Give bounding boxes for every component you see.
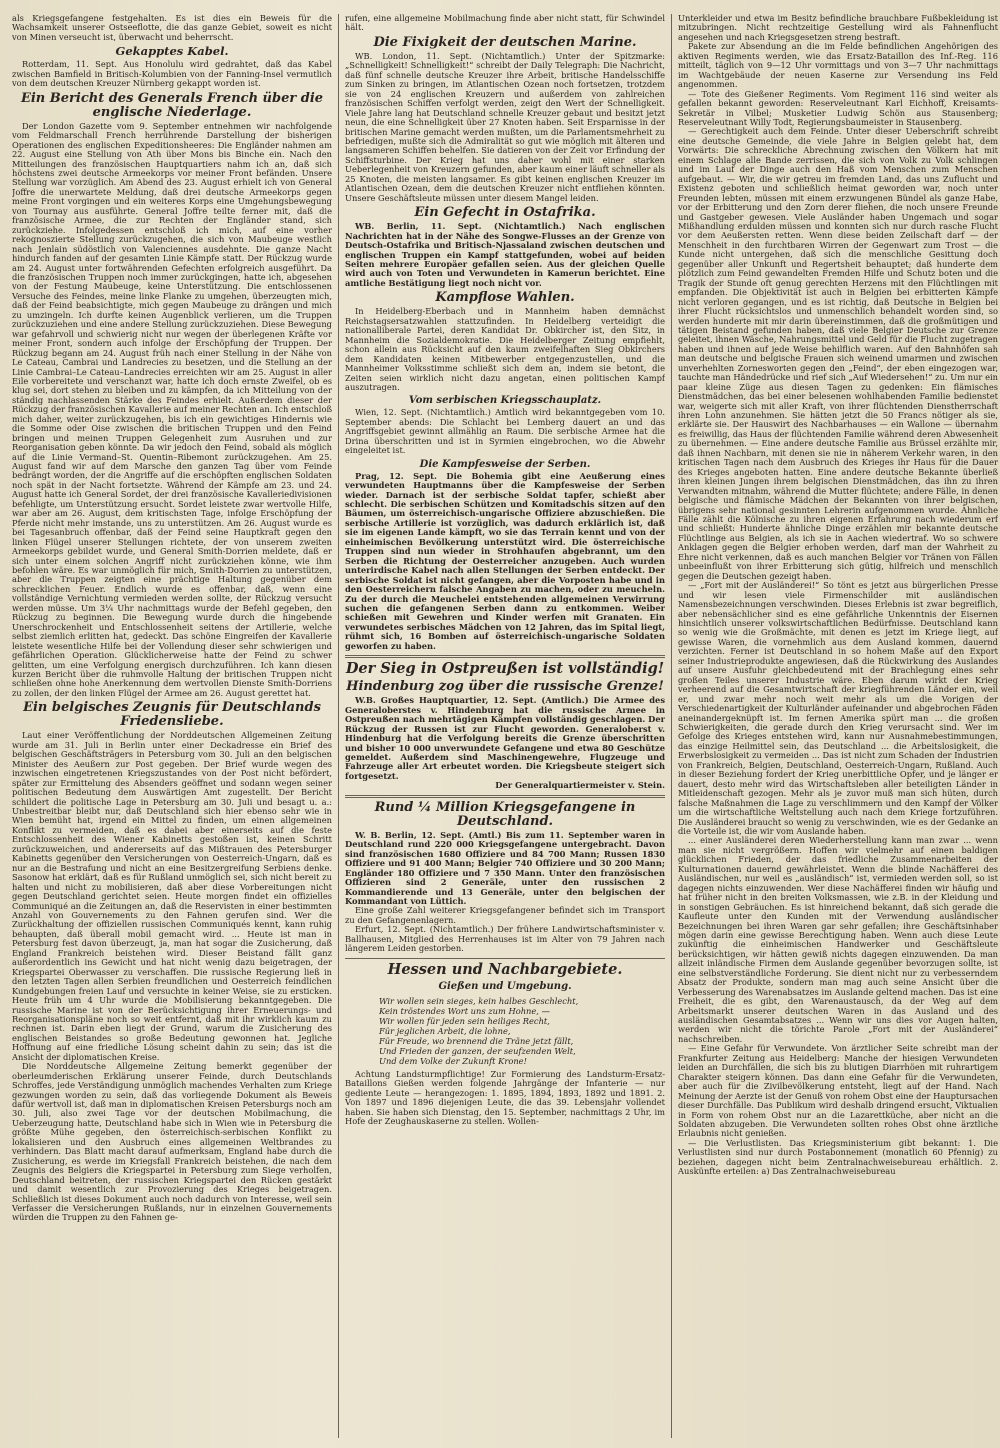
paragraph-marine: WB. London, 11. Sept. (Nichtamtlich.) Unter der Spitzmarke: „Schnelligkeit! Schnelligkeit!“ schreibt der Daily Telegraph: Die Nachricht, daß fünf schnelle deutsche Kreuzer ihre Arbeit, britische Handelsschiffe zum Sinken zu bringen, im Atlantischen Ozean noch fortsetzen, trotzdem sie von 24 englischen Kreuzern und außerdem von zahlreichen französischen Schiffen verfolgt werden, zeigt den Wert der Schnelligkeit. Viele Jahre lang hat Deutschland schnelle Kreuzer gebaut und besitzt jetzt neun, die eine Schnelligkeit über 27 Knoten haben. Seit Ersparnisse in der britischen Marine gemacht werden mußten, um die Parlamentsmehrheit zu befriedigen, mußte sich die Admiralität so gut wie möglich mit älteren und langsameren Schiffen behelfen. Sie datieren von der Zeit vor Erfindung der Schiffsturbine. Der Krieg hat uns daher wohl mit einer starken Ueberlegenheit von Kreuzern gefunden, aber kaum einer läuft schneller als 25 Knoten, die meisten langsamer. Es gibt keinen englischen Kreuzer im Atlantischen Ozean, dem die deutschen Kreuzer nicht entfliehen könnten. Unsere Geschäftsleute müssen unter diesem Mangel leiden.	[345, 50, 665, 203]
column-rule	[338, 14, 339, 1438]
column-1	[12, 14, 332, 1438]
paragraph-sieg: W.B. Großes Hauptquartier, 12. Sept. (Amtlich.) Die Armee des Generaloberstes v. Hindenburg hat die russische Armee in Ostpreußen nach mehrtägigen Kämpfen vollständig geschlagen. Der Rückzug der Russen ist zur Flucht geworden. Generaloberst v. Hindenburg hat die Verfolgung bereits die Grenze überschritten und bisher 10 000 unverwundete Gefangene und etwa 80 Geschütze gemeldet. Außerdem sind Maschinengewehre, Flugzeuge und Fahrzeuge aller Art erbeutet worden. Die Kriegsbeute steigert sich fortgesetzt.	[345, 695, 665, 781]
heading-kriegsgefangene: Rund ¼ Million Kriegsgefangene in Deutschland.	[374, 799, 636, 829]
subheading-giessen: Gießen und Umgebung.	[438, 980, 572, 992]
paragraph-erfurt: Erfurt, 12. Sept. (Nichtamtlich.) Der frühere Landwirtschaftsminister v. Ballhausen, Mitglied des Herrenhauses ist im Alter von 79 Jahren nach längerem Leiden gestorben.	[345, 924, 665, 954]
paragraph-french: Der London Gazette vom 9. September entnehmen wir nachfolgende vom Feldmarschall French herrührende Darstellung der bisherigen Operationen des englischen Expeditionsheeres: Die Engländer nahmen am 22. August eine Stellung von Ath über Mons bis Binche ein. Nach den Mitteilungen des französischen Hauptquartiers nahm ich an, daß sich höchstens zwei deutsche Armeekorps vor meiner Front befänden. Unsere Stellung war vorzüglich. Am Abend des 23. August erhielt ich von General Joffre die unerwartete Meldung, daß drei deutsche Armeekorps gegen meine Front vorgingen und ein weiteres Korps eine Umgehungsbewegung von Tournay aus ausführte. General Joffre teilte ferner mit, daß die französische Armee, die zur Rechten der Engländer stand, sich zurückziehe. Infolgedessen entschloß ich mich, auf eine vorher rekognoszierte Stellung zurückzugehen, die sich von Maubeuge westlich nach Jenlain südöstlich von Valenciennes ausdehnte. Die ganze Nacht hindurch fanden auf der gesamten Linie Kämpfe statt. Der Rückzug wurde am 24. August unter fortwährenden Gefechten erfolgreich ausgeführt. Da die französischen Truppen noch immer zurückgingen, hatte ich, abgesehen von der Festung Maubeuge, keine Unterstützung. Die entschlossenen Versuche des Feindes, meine linke Flanke zu umgehen, überzeugten mich, daß der Feind beabsichtigte, mich gegen Maubeuge zu drängen und mich zu umzingeln. Ich durfte keinen Augenblick verlieren, um die Truppen zurückzuziehen und eine andere Stellung zurückzuziehen. Diese Bewegung war gefahrvoll und schwierig nicht nur wegen der überlegenen Kräfte vor meiner Front, sondern auch infolge der Erschöpfung der Truppen. Der Rückzug begann am 24. August früh nach einer Stellung in der Nähe von Le Cateau, Cambrai und Landrecies zu besetzen, und die Stellung an der Linie Cambrai–Le Cateau–Landrecies erreichten wir am 25. August in aller Eile vorbereitete und verschanzt war, hatte ich doch ernste Zweifel, ob es klug sei, dort stehen zu bleiben und zu kämpfen, da ich Mitteilung von der ständig nachlassenden Stärke des Feindes erhielt. Außerdem dieser der Rückzug der französischen Kavallerie auf meiner Rechten an. Ich entschloß mich daher, weiter zurückzugehen, bis ich ein gewichtiges Hindernis wie die Somme oder Oise zwischen die britischen Truppen und den Feind bringen und meinen Truppen Gelegenheit zum Ausruhen und zur Reorganisation geben könnte. Da wir jedoch den Feind, sobald als möglich auf die Linie Vermand–St. Quentin–Ribemont zurückzugehen. Am 25. August fand wir auf dem Marsche den ganzen Tag über vom Feinde bedrängt worden, der die Angriffe auf die erschöpften englischen Soldaten noch spät in der Nacht fortsetzte. Während der Kämpfe am 23. und 24. August hatte ich General Sordet, der drei französische Kavalleriedivisionen befehligte, um Unterstützung ersucht. Sordet leistete zwar wertvolle Hilfe, war aber am 26. August, dem kritischsten Tage, infolge Erschöpfung der Pferde nicht mehr imstande, uns zu unterstützen. Am 26. August wurde es bei Tagesanbruch offenbar, daß der Feind seine Hauptkraft gegen den linken Flügel unserer Stellungen richtete, der von unserem zweiten Armeekorps gebildet wurde, und General Smith-Dorrien meldete, daß er sich unter einem solchen Angriff nicht zurückziehen könne, wie ihm befohlen wäre. Es war unmöglich für mich, Smith-Dorrien zu unterstützen, aber die Truppen zeigten eine prächtige Haltung gegenüber dem schrecklichen Feuer. Endlich wurde es offenbar, daß, wenn eine vollständige Vernichtung vermieden werden sollte, der Rückzug versucht werden müsse. Um 3¼ Uhr nachmittags wurde der Befehl gegeben, den Rückzug zu beginnen. Die Bewegung wurde durch die hingebende Unerschrockenheit und Entschlossenheit seitens der Artillerie, welche selbst ziemlich erlitten hat, gedeckt. Das schöne Eingreifen der Kavallerie leistete wesentliche Hilfe bei der Vollendung dieser sehr schwierigen und gefährlichen Operation. Glücklicherweise hatte der Feind zu schwer gelitten, um eine Verfolgung energisch durchzuführen. Ich kann diesen kurzen Bericht über die ruhmvolle Haltung der britischen Truppen nicht schließen ohne hohe Anerkennung dem wertvollen Dienste Smith-Dorriens zu zollen, der den linken Flügel der Armee am 26. August gerettet hat.	[12, 120, 332, 698]
paragraph-wahlen: In Heidelberg-Eberbach und in Mannheim haben demnächst Reichstagsersatzwahlen stattzufinden. In Heidelberg verteidigt die nationalliberale Partei, deren Kandidat Dr. Obkircher ist, den Sitz, in Mannheim die Sozialdemokratie. Die Heidelberger Zeitung empfiehlt, schon allein aus Rücksicht auf den kaum zweifelhaften Sieg Obkirchers dem Kandidaten keinen Mitbewerber entgegenzustellen, und die Mannheimer Volksstimme schließt sich dem an, indem sie betont, die Zeiten seien wirklich nicht dazu angetan, einen politischen Kampf auszutragen.	[345, 306, 665, 392]
paragraph-belg-1: Laut einer Veröffentlichung der Norddeutschen Allgemeinen Zeitung wurde am 31. Juli in Berlin unter einer Deckadresse ein Brief des belgischen Geschäftsträgers in Petersburg vom 30. Juli an den belgischen Minister des Aeußern zur Post gegeben. Der Brief wurde wegen des inzwischen eingetretenen Kriegszustandes von der Post nicht befördert, später zur Ermittelung des Absenders geöffnet und sodann wegen seiner politischen Bedeutung dem Auswärtigen Amt zugestellt. Der Bericht schildert die politische Lage in Petersburg am 30. Juli und besagt u. a.: Unbestreitbar bleibt nur, daß Deutschland sich hier ebenso sehr wie in Wien bemüht hat, irgend ein Mittel zu finden, um einen allgemeinen Konflikt zu vermeiden, daß es dabei aber einerseits auf die feste Entschlossenheit des Wiener Kabinetts gestoßen ist, keinen Schritt zurückzuweichen, und andererseits auf das Mißtrauen des Petersburger Kabinetts gegenüber den Versicherungen von Oesterreich-Ungarn, daß es nur an die Bestrafung und nicht an eine Besitzergreifung Serbiens denke. Sasonow hat erklärt, daß es für Rußland unmöglich sei, sich nicht bereit zu halten und nicht zu mobilisieren, daß aber diese Vorbereitungen nicht gegen Deutschland gerichtet seien. Heute morgen findet ein offizielles Communiqué an die Zeitungen an, daß die Reservisten in einer bestimmten Anzahl von Gouvernements zu den Fahnen gerufen sind. Wer die Zurückhaltung der offiziellen russischen Communiqués kennt, kann ruhig behaupten, daß überall mobil gemacht wird. ... Heute ist man in Petersburg fest davon überzeugt, ja, man hat sogar die Zusicherung, daß England Frankreich beistehen wird. Dieser Beistand fällt ganz außerordentlich ins Gewicht und hat nicht wenig dazu beigetragen, der Kriegspartei Oberwasser zu verschaffen. Die russische Regierung ließ in den letzten Tagen allen Serbien freundlichen und Oesterreich feindlichen Kundgebungen freien Lauf und versuchte in keiner Weise, sie zu ersticken. Heute früh um 4 Uhr wurde die Mobilisierung bekanntgegeben. Die russische Marine ist von der Berücksichtigung ihrer Erneuerungs- und Reorganisationspläne noch so weit entfernt, daß mit ihr wirklich kaum zu rechnen ist. Darin eben liegt der Grund, warum die Zusicherung des englischen Beistandes so große Bedeutung gewonnen hat. Jegliche Hoffnung auf eine friedliche Lösung scheint dahin zu sein; das ist die Ansicht der diplomatischen Kreise.	[12, 730, 332, 1062]
signature-stein: Der Generalquartiermeister v. Stein.	[495, 780, 665, 791]
subheading-hindenburg: Hindenburg zog über die russische Grenze!	[346, 679, 664, 695]
separator	[345, 655, 665, 658]
paragraph-kabel: Rotterdam, 11. Sept. Aus Honolulu wird gedrahtet, daß das Kabel zwischen Bamfield in Britisch-Kolumbien von der Fanning-Insel vermutlich von dem deutschen Kreuzer Nürnberg gekappt worden ist.	[12, 59, 332, 89]
paragraph-top: Unterkleider und etwa im Besitz befindliche brauchbare Fußbekleidung ist mitzubringen. Nicht rechtzeitige Gestellung wird als Fahnenflucht angesehen und nach Kriegsgesetzen streng bestraft.	[678, 14, 998, 42]
heading-hessen: Hessen und Nachbargebiete.	[387, 960, 623, 978]
paragraph-kampfesweise: Prag, 12. Sept. Die Bohemia gibt eine Aeußerung eines verwundeten Hauptmanns über die Kampfesweise der Serben wieder. Darnach ist der serbische Soldat tapfer, schießt aber schlecht. Die serbischen Schützen und Komitadschis sitzen auf den Bäumen, um österreichisch-ungarische Offiziere abzuschießen. Die serbische Artillerie ist vorzüglich, was dadurch erklärlich ist, daß sie im eigenen Lande kämpft, wo sie das Terrain kennt und von der einheimischen Bevölkerung unterstützt wird. Die österreichische Truppen sind nun wieder in Strohhaufen abgebrannt, um den Serben die Richtung der Oesterreicher anzugeben. Auch wurden unterirdische Kabel nach allen Stellungen der Serben entdeckt. Der serbische Soldat ist nicht gefangen, aber die Vorposten habe und in den Oesterreichern falsche Angaben zu machen, oder zu meucheln. Zu der durch die Meuchelei entstehenden allgemeinen Verwirrung suchen die gefangenen Serben dann zu entkommen. Weiber schießen mit Gewehren und Kinder werfen mit Granaten. Ein verwundetes serbisches Mädchen von 12 Jahren, das im Spital liegt, rühmt sich, 16 Bomben auf österreichisch-ungarische Soldaten geworfen zu haben.	[345, 470, 665, 651]
heading-kampfesweise: Die Kampfesweise der Serben.	[419, 458, 591, 470]
paragraph-auslaenderei-2: ... einer Ausländerei deren Wiederherstellung kann man zwar ... wenn man sie nicht vergrößern. Hoffen wir vielmehr auf einen baldigen glücklichen Frieden, der das friedliche Zusammenarbeiten der Kulturnationen dauernd gewährleistet. Wenn die blinde Nachäfferei des Ausländischen, nur weil es „ausländisch“ ist, vermieden werden soll, so ist dagegen nichts einzuwenden. Wer diese Nachäfferei finden wir häufig und hat früher nicht in den breiten Volksmassen, wie z.B. in der Kleidung und in sonstigen Gebräuchen. Es ist hinreichend bekannt, daß sich gerade die Kaufleute unter den Kunden mit der Verwendung ausländischer Bezeichnungen bei ihren Waren gar sehr gefallen; ihre Geschäftsinhaber mögen darin eine gewisse Berechtigung haben. Wenn auch diese Leute zukünftig die einheimischen Handwerker und Geschäftsleute berücksichtigen, wir hätten gewiß nichts dagegen einzuwenden. Da man allzeit inländische Firmen dem Auslande gegenüber bevorzugen sollte, ist eine selbstverständliche Forderung. Sie dient nicht nur zu verbesserndem Absatz der Produkte, sondern man mag auch seine Ansicht über die Verbesserung des Warenabsatzes im Auslande geltend machen. Das ist eine Freiheit, die es gibt, den Warenaustausch, da der Weg auf dem Arbeitsmarkt unserer deutschen Waren in das Ausland und des ausländischen Gesamtabsatzes ... Wenn wir uns dies vor Augen halten, werden wir nicht die törichte Parole „Fort mit der Ausländerei“ nachschreiben.	[678, 835, 998, 1044]
poem-line: Und dem Volke der Zukunft Krone!	[379, 1055, 527, 1066]
heading-french: Ein Bericht des Generals French über die englische Niederlage.	[20, 90, 324, 120]
paragraph-pakete: Pakete zur Absendung an die im Felde befindlichen Angehörigen des aktiven Regiments werden, wie das Ersatz-Bataillon des Inf.-Reg. 116 mitteilt, täglich von 9—12 Uhr vormittags und von 3—7 Uhr nachmittags im Wachtgebäude der neuen Kaserne zur Versendung ins Feld angenommen.	[678, 41, 998, 90]
paragraph-ostafrika: WB. Berlin, 11. Sept. (Nichtamtlich.) Nach englischen Nachrichten hat in der Nähe des Songwe-Flusses an der Grenze von Deutsch-Ostafrika und Britisch-Njassaland zwischen deutschen und englischen Truppen ein Kampf stattgefunden, wobei auf beiden Seiten mehrere Europäer gefallen seien. Aus der gleichen Quelle wird auch von Toten und Verwundeten in Kamerun berichtet. Eine amtliche Bestätigung liegt noch nicht vor.	[345, 221, 665, 288]
paragraph-gefahr-verwundete: — Eine Gefahr für Verwundete. Von ärztlicher Seite schreibt man der Frankfurter Zeitung aus Heidelberg: Manche der hiesigen Verwundeten leiden an Durchfällen, die sich bis zu blutigen Diarrhöen mit ruhrartigem Charakter steigern können. Das dann eine Gefahr für die Verwundeten, aber auch für die Zivilbevölkerung entsteht, liegt auf der Hand. Nach Meinung der Aerzte ist der Genuß von rohem Obst eine der Hauptursachen dieser Durchfälle. Das Publikum wird deshalb dringend ersucht, Viktualien in Form von rohem Obst nur an die Lazarettküche, aber nicht an die Soldaten abzugeben. Die Verwundeten sollten rohes Obst ohne ärztliche Erlaubnis nicht genießen.	[678, 1043, 998, 1139]
paragraph-tote: — Tote des Gießener Regiments. Vom Regiment 116 sind weiter als gefallen bekannt geworden: Reserveleutnant Karl Eichhoff, Kreisamts-Sekretär in Vilbel; Musketier Ludwig Schön aus Stausenberg; Reserveleutnant Willy Todt, Regierungsbaumeister in Stausenberg.	[678, 88, 998, 127]
paragraph-gerechtigkeit: — Gerechtigkeit auch dem Feinde. Unter dieser Ueberschrift schreibt eine deutsche Gemeinde, die viele Jahre in Belgien gelebt hat, dem Vorwärts: Die schreckliche Abrechnung zwischen den Völkern hat mit einem Schlage alle Bande zerrissen, die sich von Volk zu Volk schlingen und im Lauf der Dinge auch den Haß vom Menschen zum Menschen aufgebaut. — Wir, die wir getreu im fremden Land, das uns Zuflucht und Existenz geboten und schließlich heimat geworden war, noch unter Freunden lebten, müssen mit einem erzwungenen Bündel als ganze Habe, vor der Erbitterung und den Zorn derer fliehen, die noch unsere Freunde und Gastgeber gewesen. Viele Ausländer haben Ungemach und sogar Mißhandlung erdulden müssen und konnten sich nur durch rasche Flucht vor dem Aeußersten retten. Wenn diese beiden Zeilschaft darf — der Menschheit in den furchtbaren Wirren der Gegenwart zum Trost — die Kunde nicht untergehen, daß sich die menschliche Gesittung doch gegenüber aller Unkunft und Regertsheit behauptet; daß hunderte dem plötzlich zum Feind gewandelten Fremden Hilfe und Schutz boten und die Tragik der Stunde oft genug gerechten Herzens mit den Flüchtlingen mit empfanden. Die Objektivität ist auch in Belgien bei erbitterten Kämpfe nicht verloren gegangen, und es ist richtig, daß Deutsche in Belgien bei ihrer Flucht rücksichtslos und unmenschlich behandelt worden sind, so werden hunderte mit mir darin übereinstimmen, daß die großmütigen und tätigen Beistand gefunden haben, daß viele Belgier Deutsche zur Grenze geleitet, ihnen Wäsche, Nahrungsmittel und Geld für die Flucht zugetragen haben und ihnen auf jede Weise behilflich waren. Auf den Bahnhöfen sah man deutsche und belgische Frauen sich weinend umarmen und zwischen unverhehlten Zornesworten gegen den „Feind“, der eben eingezogen war, tauchte man Händedrücke und rief sich „Auf Wiedersehen!“ zu. Um nur ein paar kleine Züge aus diesen Tagen zu gedenken: Ein flämisches Dienstmädchen, das bei einer belesenen wohlhabenden Familie bedienstet war, weigerte sich mit aller Kraft, von ihrer flüchtenden Dienstherrschaft ihren Lohn anzunehmen. Sie hätten jetzt die 50 Francs nötiger als sie, erklärte sie. Der Hauswirt des Nachbarhauses — ein Wallone — übernahm es freiwillig, das Haus der flüchtenden Familie während deren Abwesenheit zu übernehmen. — Eine andere deutsche Familie aus Brüssel erzählte mir, daß ihnen Nachbarn, mit denen sie nie in näherem Verkehr waren, in den kritischen Tagen nach dem Ausbruch des Krieges ihr Haus für die Dauer des Krieges angeboten hatten. Eine andere deutsche Bekannte überließ ihren kleinen Jungen ihrem belgischen Dienstmädchen, das ihn zu ihren Verwandten mitnahm, während die Mutter flüchtete; andere Fälle, in denen belgische und flämische Mädchen der Bekannten von ihrer belgischen, übrigens sehr national gesinnten Lehrerin aufgenommen wurde. Ähnliche Fälle zählt die Kölnische zu ihren eigenen Erfahrung nach wiederum erf und schließt: Hunderte ähnliche Dinge erzählen mir bekannte deutsche Flüchtlinge aus Belgien, als ich sie in Aachen wiedertraf. Wo so schwere Anklagen gegen die Belgier erhoben werden, darf man der Wahrheit zu Ehre nicht verkennen, daß es auch manchen Belgier vor Tränen von Fällen unbeeinflußt von ihrer Erbitterung sich gütig, hilfreich und menschlich gegen die Deutschen gezeigt haben.	[678, 126, 998, 581]
heading-kabel: Gekapptes Kabel.	[115, 44, 229, 59]
heading-serbischer-kriegsschauplatz: Vom serbischen Kriegsschauplatz.	[408, 395, 602, 407]
paragraph-belg-2: Die Norddeutsche Allgemeine Zeitung bemerkt gegenüber der oberleumderischen Erklärung unserer Feinde, durch Deutschlands Schroffes, jede Verständigung unmöglich machendes Verhalten zum Kriege gezwungen worden zu sein, daß das vorliegende Dokument als Beweis dafür wertvoll ist, daß man in diplomatischen Kreisen Petersburgs noch am 30. Juli, also zwei Tage vor der deutschen Mobilmachung, die Ueberzeugung hatte, Deutschland habe sich in Wien wie in Petersburg die größte Mühe gegeben, den österreichisch-serbischen Konflikt zu lokalisieren und den Ausbruch eines allgemeinen Weltbrandes zu verhindern. Das Blatt macht darauf aufmerksam, England habe durch die Zusicherung, es werde im Kriegsfall Frankreich beistehen, die nach dem Zeugnis des Belgiers die Kriegspartei in Petersburg zum Siege verholfen, Deutschland beitreten, der russischen Kriegspartei den Rücken gestärkt und damit wesentlich zur Provozierung des Krieges beigetragen. Schließlich ist dieses Dokument auch noch dadurch von Interesse, weil sein Verfasser die Versicherungen Rußlands, nur in einzelnen Gouvernements würden die Truppen zu den Fahnen ge-	[12, 1061, 332, 1223]
separator	[345, 958, 665, 959]
paragraph-kriegsgefangene-2: Eine große Zahl weiterer Kriegsgefangener befindet sich im Transport zu den Gefangenenlagern.	[345, 905, 665, 925]
poem-line: Für jeglichen Arbeit, die lohne,	[379, 1025, 511, 1036]
heading-ostafrika: Ein Gefecht in Ostafrika.	[414, 205, 596, 221]
heading-sieg: Der Sieg in Ostpreußen ist vollständig!	[345, 660, 665, 678]
heading-belgisches-zeugnis: Ein belgisches Zeugnis für Deutschlands Friedensliebe.	[23, 700, 321, 730]
heading-wahlen: Kampflose Wahlen.	[435, 290, 575, 306]
heading-marine: Die Fixigkeit der deutschen Marine.	[373, 34, 637, 50]
poem-line: Wir wollen für jeden sein heiliges Recht,	[379, 1015, 550, 1026]
column-2	[345, 14, 665, 1438]
separator	[345, 795, 665, 798]
poem	[345, 996, 665, 1066]
paragraph-top: rufen, eine allgemeine Mobilmachung finde aber nicht statt, für Schwindel hält.	[345, 14, 665, 33]
paragraph-serbischer-kriegsschauplatz: Wien, 12. Sept. (Nichtamtlich.) Amtlich wird bekanntgegeben vom 10. September abends: Die Schlacht bei Lemberg dauert an und das Angriffsgebiet gewinnt allmählig an Raum. Die serbische Armee hat die Drina überschritten und ist in Syrmien eingebrochen, wo die Abwehr eingeleitet ist.	[345, 407, 665, 456]
poem-line: Kein tröstendes Wort uns zum Hohne, —	[379, 1005, 550, 1016]
poem-line: Für Freude, wo brennend die Träne jetzt fällt,	[379, 1035, 574, 1046]
paragraph-verlustlisten: — Die Verlustlisten. Das Kriegsministerium gibt bekannt: 1. Die Verlustlisten sind nur durch Postabonnement (monatlich 60 Pfennig) zu beziehen, dagegen nicht beim Zentralnachweisebureau erhältlich. 2. Auskünfte erteilen: a) Das Zentralnachweisebureau	[678, 1137, 998, 1177]
poem-line: Und Frieden der ganzen, der seufzenden Welt,	[379, 1045, 576, 1056]
poem-line: Wir wollen sein sieges, kein halbes Geschlecht,	[379, 995, 579, 1006]
column-rule	[671, 14, 672, 1438]
paragraph-auslaenderei: — „Fort mit der Ausländerei!“ So tönt es jetzt aus bürgerlichen Presse und wir lesen viele Firmenschilder mit ausländischen Namensbezeichnungen verschwinden. Dieses Erlebnis ist zwar begreiflich, aber nebensächlicher sind es eine gefährliche Unkenntnis der Eisernen hinsichtlich unserer volkswirtschaftlichen Bedürfnisse. Deutschland kann so wenig wie die Großmächte, mit denen es jetzt im Kriege liegt, auf gewisse Waren, die vornehmlich aus dem Ausland kommen, dauernd verzichten. Ferner ist Deutschland in so hohem Maße auf den Export seiner Industrieprodukte angewiesen, daß die Rückwirkung des Auslandes auf unsere Ausfuhr gleichbedeutend mit der Brachlegung eines sehr großen Teiles unserer Industrie wäre. Eben darum wirkt der Krieg verheerend auf die Gesamtwirtschaft der kriegführenden Länder ein, weil er, und zwar mehr noch weit mehr als um die Vorigen der Verschiedenartigkeit der Kulturländer aufeinander und abgebrochen Fäden aneinandergeknüpft ist. Im fernen Amerika spürt man ... die großen Schwierigkeiten, die gerade durch den Krieg verursacht sind. Wer im Gefolge des Krieges entstehen wird, kann nur Ausnahmebestimmungen, das einzige Heilmittel sein, das Deutschland ... die Arbeitslosigkeit, die Erwerbslosigkeit zu vermeiden ... Das ist nicht zum Schaden der Industrien von Frankreich, Belgien, Deutschland, Oesterreich-Ungarn, Rußland. Auch in dieser Beziehung fordert der Krieg unerbittliche Opfer, und je länger er dauert, desto mehr wird das Wirtschaftsleben aller beteiligten Länder in Mitleidenschaft gezogen. Mehr als je zuvor muß man sich hüten, durch falsche Maßnahmen die Lage zu verschlimmern und den Kampf der Völker um die wirtschaftliche Weltstellung auch nach dem Kriege fortzuführen. Die Ausländerei braucht so wenig zu verschwinden, wie es der Gedanke an die Vorteile ist, die wir vom Auslande haben.	[678, 580, 998, 836]
paragraph-landsturm: Achtung Landsturmpflichtige! Zur Formierung des Landsturm-Ersatz-Bataillons Gießen werden folgende Jahrgänge der Infanterie — nur gediente Leute — herangezogen: 1. 1895, 1894, 1893, 1892 und 1891. 2. Von 1897 und 1896 diejenigen Leute, die das 39. Lebensjahr vollendet haben. Sie haben sich Dienstag, den 15. September, nachmittags 2 Uhr, im Hofe der Zeughauskaserne zu stellen. Wollen-	[345, 1068, 665, 1126]
column-3	[678, 14, 998, 1438]
paragraph-intro: als Kriegsgefangene festgehalten. Es ist dies ein Beweis für die Wachsamkeit unserer Ostseeflotte, die das ganze Gebiet, soweit es nicht von Minen verseucht ist, überwacht und beherrscht.	[12, 14, 332, 42]
paragraph-kriegsgefangene: W. B. Berlin, 12. Sept. (Amtl.) Bis zum 11. September waren in Deutschland rund 220 000 Kriegsgefangene untergebracht. Davon sind französischen 1680 Offiziere und 84 700 Mann; Russen 1830 Offiziere und 91 400 Mann; Belgier 740 Offiziere und 30 200 Mann; Engländer 180 Offiziere und 7 350 Mann. Unter den französischen Offizieren sind 2 Generäle, unter den russischen 2 Kommandierende und 13 Generäle, unter den belgischen der Kommandant von Lüttich.	[345, 829, 665, 906]
